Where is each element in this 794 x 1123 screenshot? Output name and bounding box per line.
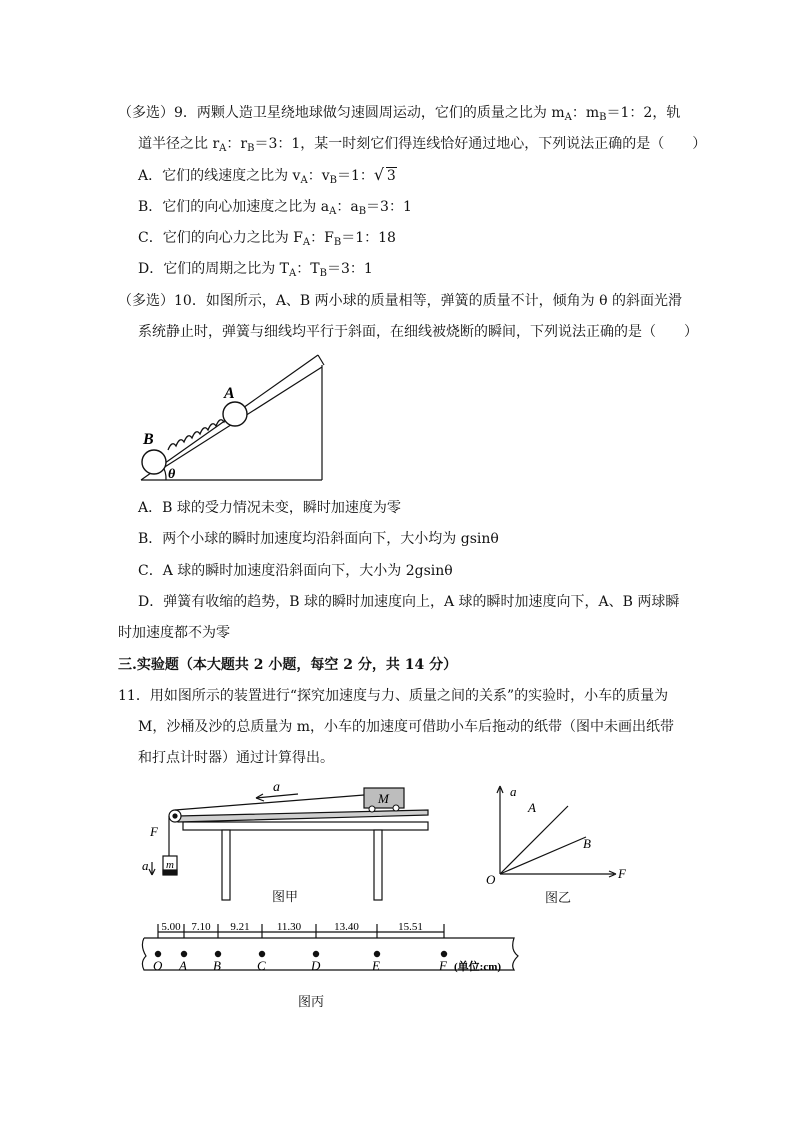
label-ball-a: A [224,385,235,402]
dot-E [374,951,379,956]
label-accel: a [273,780,280,795]
distance-label: 5.00 [161,921,181,933]
point-label: O [153,958,163,973]
q9-option-c: C．它们的向心力之比为 $F_A$：$F_B=1$：18 [138,230,396,248]
q10-stem-line2: 系统静止时，弹簧与细线均平行于斜面，在细线被烧断的瞬间，下列说法正确的是（ ） [138,324,698,340]
q10-stem-line1: （多选）10．如图所示，A、B 两小球的质量相等，弹簧的质量不计，倾角为 θ 的斜面光滑 [118,293,682,309]
y-axis-label: a [510,784,517,799]
q10-option-b: B．两个小球的瞬时加速度均沿斜面向下，大小均为 gsinθ [138,531,499,547]
caption-fig-yi: 图乙 [545,891,572,906]
point-label: B [213,958,221,973]
ball-a [223,402,247,426]
label-bucket-mass: m [166,859,174,871]
q10-option-c: C．A 球的瞬时加速度沿斜面向下，大小为 2gsinθ [138,563,453,579]
q9-option-d: D．它们的周期之比为 $T_A$：$T_B=3$：1 [138,261,373,279]
incline-figure [138,350,338,485]
x-axis-label: F [618,866,626,881]
point-label: D [311,958,321,973]
point-label: C [257,958,266,973]
label-theta: θ [168,467,176,482]
line-a-label: A [528,800,536,815]
q10-option-a: A．B 球的受力情况未变，瞬时加速度为零 [138,500,401,516]
distance-label: 7.10 [191,921,211,933]
sqrt-symbol: √ 3 [374,167,397,185]
dot-C [259,951,264,956]
ball-b [142,450,166,474]
q9-stem-line2: 道半径之比 $r_A$：$r_B=3$：1，某一时刻它们得连线恰好通过地心，下列说法正确的是（ ） [138,136,707,154]
label-force: F [150,824,158,839]
dot-F [441,951,446,956]
label-ball-b: B [143,431,154,448]
label-cart-mass: M [378,791,389,806]
caption-fig-jia: 图甲 [272,890,299,905]
q10-option-d-line1: D．弹簧有收缩的趋势，B 球的瞬时加速度向上，A 球的瞬时加速度向下，A、B 两球瞬 [138,594,680,610]
q9-option-a: A．它们的线速度之比为 $v_A$：$v_B=1$：√ 3 [138,167,397,185]
q9-option-b: B．它们的向心加速度之比为 $a_A$：$a_B=3$：1 [138,199,412,217]
caption-fig-bing: 图丙 [298,995,325,1010]
unit-label: (单位:cm) [454,961,502,973]
point-label: E [372,958,380,973]
af-graph [482,782,632,887]
q10-option-d-line2: 时加速度都不为零 [118,625,230,641]
distance-label: 11.30 [276,921,302,933]
origin-label: O [486,872,496,887]
dot-B [215,951,220,956]
q11-stem-line1: 11．用如图所示的装置进行“探究加速度与力、质量之间的关系”的实验时，小车的质量为 [118,688,669,704]
point-label: F [439,958,447,973]
distance-label: 13.40 [334,921,359,933]
line-a [500,806,568,874]
label-accel-down: a [142,858,149,873]
line-b-label: B [583,836,591,851]
dot-A [181,951,186,956]
q9-stem-line1: （多选）9．两颗人造卫星绕地球做匀速圆周运动，它们的质量之比为 $m_A$：$m_B=1$：2，轨 [118,105,681,123]
distance-label: 9.21 [230,921,250,933]
point-label: A [179,958,187,973]
distance-label: 15.51 [398,921,423,933]
q11-stem-line2: M，沙桶及沙的总质量为 m，小车的加速度可借助小车后拖动的纸带（图中未画出纸带 [138,719,675,735]
dot-O [155,951,160,956]
section-heading: 三.实验题（本大题共 2 小题，每空 2 分，共 14 分） [118,657,458,673]
line-b [500,837,586,874]
q11-stem-line3: 和打点计时器）通过计算得出。 [138,750,334,766]
paper-tape-figure [138,918,523,988]
dot-D [313,951,318,956]
